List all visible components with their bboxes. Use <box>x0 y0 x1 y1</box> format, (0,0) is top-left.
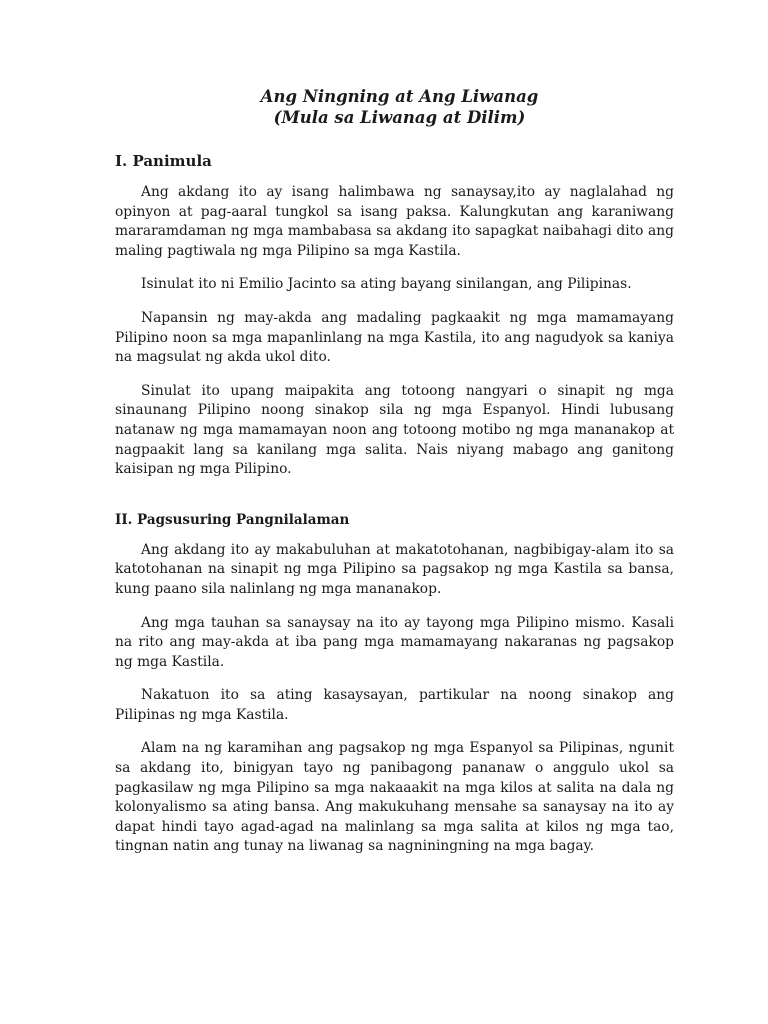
section-heading-pagsusuring-pangnilalaman: II. Pagsusuring Pangnilalaman <box>115 511 350 528</box>
paragraph: Ang akdang ito ay makabuluhan at makatotohanan, nagbibigay-alam ito sa katotohanan na sinapit ng mga Pilipino sa pagsakop ng mga Kastila sa bansa, kung paano sila nalinlang ng mga mananakop. <box>115 541 674 597</box>
paragraph: Alam na ng karamihan ang pagsakop ng mga Espanyol sa Pilipinas, ngunit sa akdang ito, binigyan tayo ng panibagong pananaw o anggulo ukol sa pagkasilaw ng mga Pilipino sa mga nakaaakit na mga kilos at salita na dala ng kolonyalismo sa ating bansa. Ang makukuhang mensahe sa sanaysay na ito ay dapat hindi tayo agad-agad na malinlang sa mga salita at kilos ng mga tao, tingnan natin ang tunay na liwanag sa nagniningning na mga bagay. <box>115 740 674 855</box>
section-pagsusuring-pangnilalaman <box>115 512 674 857</box>
section-heading-panimula: I. Panimula <box>115 152 212 170</box>
paragraph: Ang mga tauhan sa sanaysay na ito ay tayong mga Pilipino mismo. Kasali na rito ang may-akda at iba pang mga mamamayang nakaranas ng pagsakop ng mga Kastila. <box>115 614 674 670</box>
document-subtitle: (Mula sa Liwanag at Dilim) <box>273 108 526 127</box>
document-title: Ang Ningning at Ang Liwanag <box>260 87 539 106</box>
title-block <box>125 86 674 128</box>
paragraph: Isinulat ito ni Emilio Jacinto sa ating bayang sinilangan, ang Pilipinas. <box>141 276 632 293</box>
paragraph: Napansin ng may-akda ang madaling pagkaakit ng mga mamamayang Pilipino noon sa mga mapanlinlang na mga Kastila, ito ang nagudyok sa kaniya na magsulat ng akda ukol dito. <box>115 309 674 366</box>
paragraph: Ang akdang ito ay isang halimbawa ng sanaysay,ito ay naglalahad ng opinyon at pag-aaral tungkol sa isang paksa. Kalungkutan ang karaniwang mararamdaman ng mga mambabasa sa akdang ito sapagkat naibahagi dito ang maling pagtiwala ng mga Pilipino sa mga Kastila. <box>115 184 674 259</box>
paragraph: Nakatuon ito sa ating kasaysayan, partikular na noong sinakop ang Pilipinas ng mga Kastila. <box>115 687 674 723</box>
section-panimula <box>115 152 674 480</box>
paragraph: Sinulat ito upang maipakita ang totoong nangyari o sinapit ng mga sinaunang Pilipino noong sinakop sila ng mga Espanyol. Hindi lubusang natanaw ng mga mamamayan noon ang totoong motibo ng mga mananakop at nagpaakit lang sa kanilang mga salita. Nais niyang mabago ang ganitong kaisipan ng mga Pilipino. <box>115 382 674 478</box>
